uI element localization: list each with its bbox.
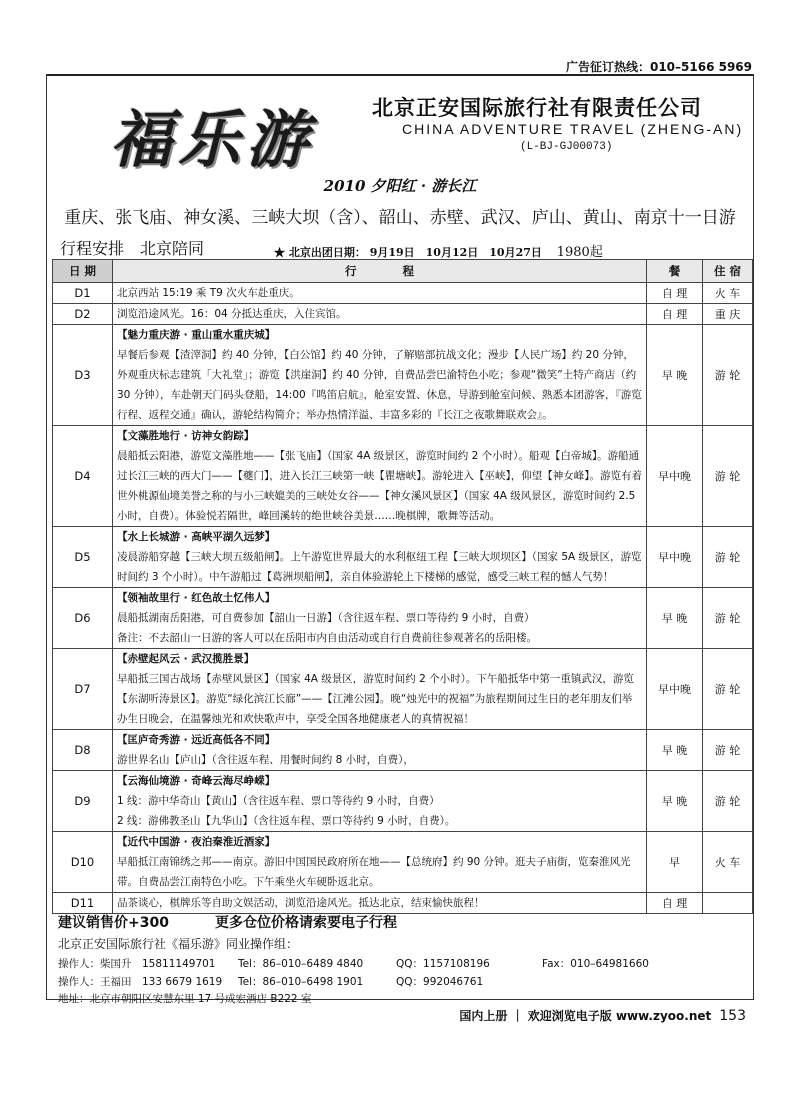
day-label: D3 xyxy=(53,325,113,426)
itinerary-row xyxy=(53,283,753,304)
footer-text: 国内上册 ｜ 欢迎浏览电子版 www.zyoo.net xyxy=(459,1009,712,1023)
itinerary-row xyxy=(53,771,753,832)
lodging-info: 游 轮 xyxy=(703,730,753,771)
route-title: 重庆、张飞庙、神女溪、三峡大坝（含）、韶山、赤壁、武汉、庐山、黄山、南京十一日游 xyxy=(64,208,736,228)
day-label: D5 xyxy=(53,527,113,588)
day-label: D11 xyxy=(53,893,113,914)
itinerary-row xyxy=(53,426,753,527)
operator-fax: Fax：010–64981660 xyxy=(542,958,649,970)
day-description: 晨船抵云阳港，游览文藻胜地——【张飞庙】（国家 4A 级景区，游览时间约 2 个小时）。船观【白帝城】。游船通过长江三峡的西大门——【夔门】，进入长江三峡第一峡【瞿塘峡】。游轮进入【巫峡】，仰望【神女峰】。游览有着世外桃源仙境美誉之称的与小三峡媲美的三峡处女谷——【神女溪风景区】（国家 4A 级风景区，游览时间约 2.5 小时，自费）。体验悦若隔世，峰回溪转的绝世峡谷美景……晚棋牌，歌舞等活动。 xyxy=(117,450,642,522)
logo-text: 福乐游 xyxy=(110,103,315,176)
day-program xyxy=(113,588,647,649)
arrangement-title: 行程安排 xyxy=(60,239,125,258)
day-description: 北京西站 15:19 乘 T9 次火车赴重庆。 xyxy=(117,287,300,299)
arrangement-row xyxy=(60,236,750,258)
day-label: D4 xyxy=(53,426,113,527)
itinerary-table xyxy=(52,259,753,914)
company-name-en: CHINA ADVENTURE TRAVEL (ZHENG-AN) xyxy=(402,121,744,137)
operator-name: 操作人：王福田 133 6679 1619 xyxy=(58,976,223,988)
license-number: (L-BJ-GJ00073) xyxy=(520,141,613,153)
suggested-price: 建议销售价+300 xyxy=(58,915,169,931)
lodging-info: 游 轮 xyxy=(703,426,753,527)
dates-label: ★ 北京出团日期： xyxy=(274,246,366,259)
day-headline: 【文藻胜地行 · 访神女韵踪】 xyxy=(117,430,255,442)
day-label: D1 xyxy=(53,283,113,304)
operator-qq: QQ：1157108196 xyxy=(396,958,490,970)
meal-info: 早中晚 xyxy=(647,527,703,588)
operator-list xyxy=(58,955,748,991)
meal-info: 自 理 xyxy=(647,893,703,914)
meal-info: 早 xyxy=(647,832,703,893)
day-description: 2 线：游佛教圣山【九华山】（含往返车程、票口等待约 9 小时，自费）。 xyxy=(117,815,456,827)
day-headline: 【匡庐奇秀游 · 远近高低各不同】 xyxy=(117,734,276,746)
itinerary-row xyxy=(53,325,753,426)
day-program xyxy=(113,304,647,325)
tour-subtitle: 2010 夕阳红 · 游长江 xyxy=(323,177,477,195)
day-program xyxy=(113,527,647,588)
itinerary-row xyxy=(53,649,753,730)
operator-group-title: 北京正安国际旅行社《福乐游》同业操作组： xyxy=(58,937,299,951)
office-address: 地址：北京市朝阳区安慧东里 17 号成宏酒店 B222 室 xyxy=(58,993,312,1005)
operator-tel: Tel：86–010–6498 1901 xyxy=(238,976,364,988)
meal-info: 早 晚 xyxy=(647,730,703,771)
lodging-info: 游 轮 xyxy=(703,325,753,426)
operator-row xyxy=(58,973,748,991)
day-program xyxy=(113,771,647,832)
company-name-cn: 北京正安国际旅行社有限责任公司 xyxy=(372,96,702,120)
lodging-info xyxy=(703,893,753,914)
page-number: 153 xyxy=(719,1008,746,1024)
meal-info: 早 晚 xyxy=(647,771,703,832)
day-program xyxy=(113,283,647,304)
operator-row xyxy=(58,955,748,973)
day-description: 备注：不去韶山一日游的客人可以在岳阳市内自由活动或自行自费前往参观著名的岳阳楼。 xyxy=(117,632,537,644)
day-program xyxy=(113,325,647,426)
table-header-row xyxy=(53,260,753,283)
day-description: 早餐后参观【渣滓洞】约 40 分钟，【白公馆】约 40 分钟，了解赔部抗战文化；漫步【人民广场】约 20 分钟，外观重庆标志建筑「大礼堂」；游览【洪崖洞】约 40 分钟，自费品尝巴渝特色小吃；参观“微笑”土特产商店（约 30 分钟），车赴朝天门码头登船，14:00『鸣笛启航』，舱室安置、休息，导游到舱室问候、熟悉本团游客，『游览行程、返程交通』确认，游轮结构简介；举办热情洋溢、丰富多彩的『长江之夜歌舞联欢会』。 xyxy=(117,349,642,421)
day-description: 晨船抵湖南岳阳港，可自费参加【韶山一日游】（含往返车程、票口等待约 9 小时，自费） xyxy=(117,612,535,624)
lodging-info: 游 轮 xyxy=(703,527,753,588)
meal-info: 早中晚 xyxy=(647,649,703,730)
operator-name: 操作人：柴国升 15811149701 xyxy=(58,958,216,970)
itinerary-row xyxy=(53,832,753,893)
tour-price: 1980起 xyxy=(556,245,603,260)
arrangement-label xyxy=(60,236,204,259)
day-program xyxy=(113,893,647,914)
day-headline: 【魅力重庆游 · 重山重水重庆城】 xyxy=(117,329,276,341)
day-program xyxy=(113,649,647,730)
operator-tel: Tel：86–010–6489 4840 xyxy=(238,958,364,970)
day-label: D7 xyxy=(53,649,113,730)
escort-note: 北京陪同 xyxy=(140,239,205,258)
lodging-info: 火 车 xyxy=(703,832,753,893)
lodging-info: 游 轮 xyxy=(703,649,753,730)
day-headline: 【云海仙境游 · 奇峰云海尽峥嵘】 xyxy=(117,775,276,787)
meal-info: 早 晚 xyxy=(647,588,703,649)
lodging-info: 游 轮 xyxy=(703,588,753,649)
sale-line xyxy=(58,912,397,932)
brand-logo xyxy=(100,84,340,176)
ad-hotline: 广告征订热线：010–5166 5969 xyxy=(565,60,752,74)
meal-info: 早 晚 xyxy=(647,325,703,426)
day-label: D9 xyxy=(53,771,113,832)
day-label: D8 xyxy=(53,730,113,771)
dates-list: 9月19日 10月12日 10月27日 xyxy=(369,246,542,259)
header-meal: 餐 xyxy=(647,260,703,283)
day-description: 早船抵江南锦绣之邦——南京。游旧中国国民政府所在地——【总统府】约 90 分钟。逛夫子庙街，览秦淮风光带。自费品尝江南特色小吃。下午乘坐火车硬卧返北京。 xyxy=(117,856,631,888)
more-prices-note: 更多仓位价格请索要电子行程 xyxy=(214,915,397,931)
day-description: 早船抵三国古战场【赤壁风景区】（国家 4A 级景区，游览时间约 2 个小时）。下午船抵华中第一重镇武汉，游览【东湖听涛景区】。游览“绿化滨江长廊”——【江滩公园】。晚“烛光中的祝福”为旅程期间过生日的老年朋友们举办生日晚会，在温馨烛光和欢快歌声中，享受全国各地健康老人的真情祝福！ xyxy=(117,673,634,725)
day-label: D6 xyxy=(53,588,113,649)
itinerary-row xyxy=(53,304,753,325)
day-headline: 【赤壁起风云 · 武汉揽胜景】 xyxy=(117,653,255,665)
itinerary-row xyxy=(53,588,753,649)
lodging-info: 火 车 xyxy=(703,283,753,304)
header-day: 日 期 xyxy=(53,260,113,283)
meal-info: 自 理 xyxy=(647,304,703,325)
header-lodging: 住 宿 xyxy=(703,260,753,283)
day-headline: 【近代中国游 · 夜泊秦淮近酒家】 xyxy=(117,836,276,848)
lodging-info: 游 轮 xyxy=(703,771,753,832)
day-description: 浏览沿途风光。16：04 分抵达重庆，入住宾馆。 xyxy=(117,308,347,320)
day-description: 1 线：游中华奇山【黄山】（含往返车程、票口等待约 9 小时，自费） xyxy=(117,795,440,807)
itinerary-row xyxy=(53,893,753,914)
itinerary-row xyxy=(53,730,753,771)
day-description: 游世界名山【庐山】（含往返车程、用餐时间约 8 小时，自费）， xyxy=(117,754,414,766)
operator-qq: QQ：992046761 xyxy=(396,976,484,988)
lodging-info: 重 庆 xyxy=(703,304,753,325)
page-footer xyxy=(459,1007,746,1024)
day-description: 凌晨游船穿越【三峡大坝五级船闸】。上午游览世界最大的水利枢纽工程【三峡大坝坝区】（国家 5A 级景区，游览时间约 3 个小时）。中午游船过【葛洲坝船闸】，亲自体验游轮上下楼梯的感觉，感受三峡工程的憾人气势！ xyxy=(117,551,642,583)
day-label: D10 xyxy=(53,832,113,893)
day-headline: 【领袖故里行 · 红色故土忆伟人】 xyxy=(117,592,276,604)
day-program xyxy=(113,426,647,527)
itinerary-row xyxy=(53,527,753,588)
day-program xyxy=(113,730,647,771)
day-headline: 【水上长城游 · 高峡平湖久远梦】 xyxy=(117,531,276,543)
departure-dates xyxy=(274,241,603,260)
meal-info: 早中晚 xyxy=(647,426,703,527)
header-program: 行 程 xyxy=(113,260,647,283)
day-label: D2 xyxy=(53,304,113,325)
meal-info: 自 理 xyxy=(647,283,703,304)
day-description: 品茶谈心，棋牌乐等自助文娱活动，浏览沿途风光。抵达北京，结束愉快旅程！ xyxy=(117,897,485,909)
day-program xyxy=(113,832,647,893)
